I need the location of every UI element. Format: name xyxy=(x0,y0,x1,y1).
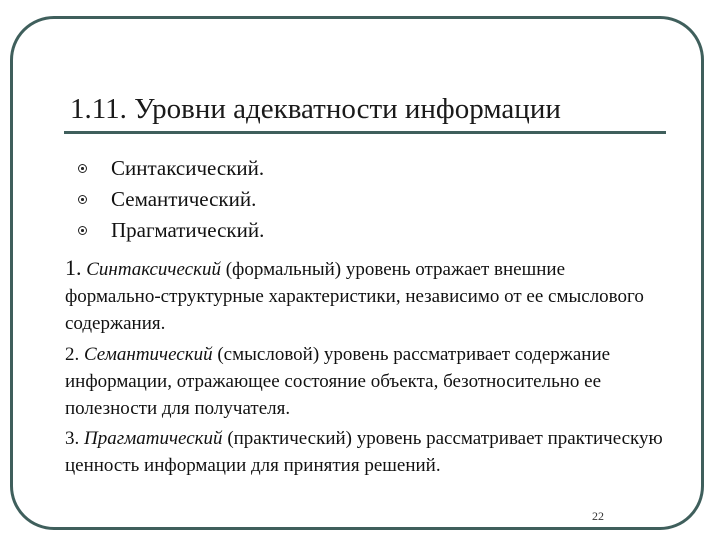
bullet-icon xyxy=(78,164,87,173)
bullet-icon xyxy=(78,226,87,235)
bullet-item xyxy=(78,153,264,184)
bullet-item xyxy=(78,184,264,215)
slide-title: 1.11. Уровни адекватности информации xyxy=(70,93,561,125)
title-underline xyxy=(64,131,666,134)
paragraph-text: (практический) уровень рассматривает практическую ценность информации для принятия решений. xyxy=(65,428,663,476)
bullet-list xyxy=(78,153,264,246)
paragraph-semantic xyxy=(65,341,665,422)
paragraph-syntactic xyxy=(65,254,665,337)
paragraph-text: (формальный) уровень отражает внешние формально-структурные характеристики, независимо от ее смыслового содержания. xyxy=(65,259,644,334)
page-number: 22 xyxy=(592,509,604,523)
paragraph-term: Семантический xyxy=(84,344,213,365)
bullet-text: Прагматический. xyxy=(111,218,265,242)
paragraph-number: 2. xyxy=(65,344,80,365)
bullet-item xyxy=(78,215,264,246)
bullet-icon xyxy=(78,195,87,204)
bullet-text: Синтаксический. xyxy=(111,156,265,180)
paragraph-number: 1. xyxy=(65,255,82,280)
paragraph-number: 3. xyxy=(65,428,80,449)
paragraph-pragmatic xyxy=(65,425,665,479)
bullet-text: Семантический. xyxy=(111,187,257,211)
paragraph-term: Прагматический xyxy=(84,428,223,449)
paragraph-term: Синтаксический xyxy=(86,259,221,280)
paragraph-text: (смысловой) уровень рассматривает содержание информации, отражающее состояние объекта, безотносительно ее полезности для получателя. xyxy=(65,344,611,419)
